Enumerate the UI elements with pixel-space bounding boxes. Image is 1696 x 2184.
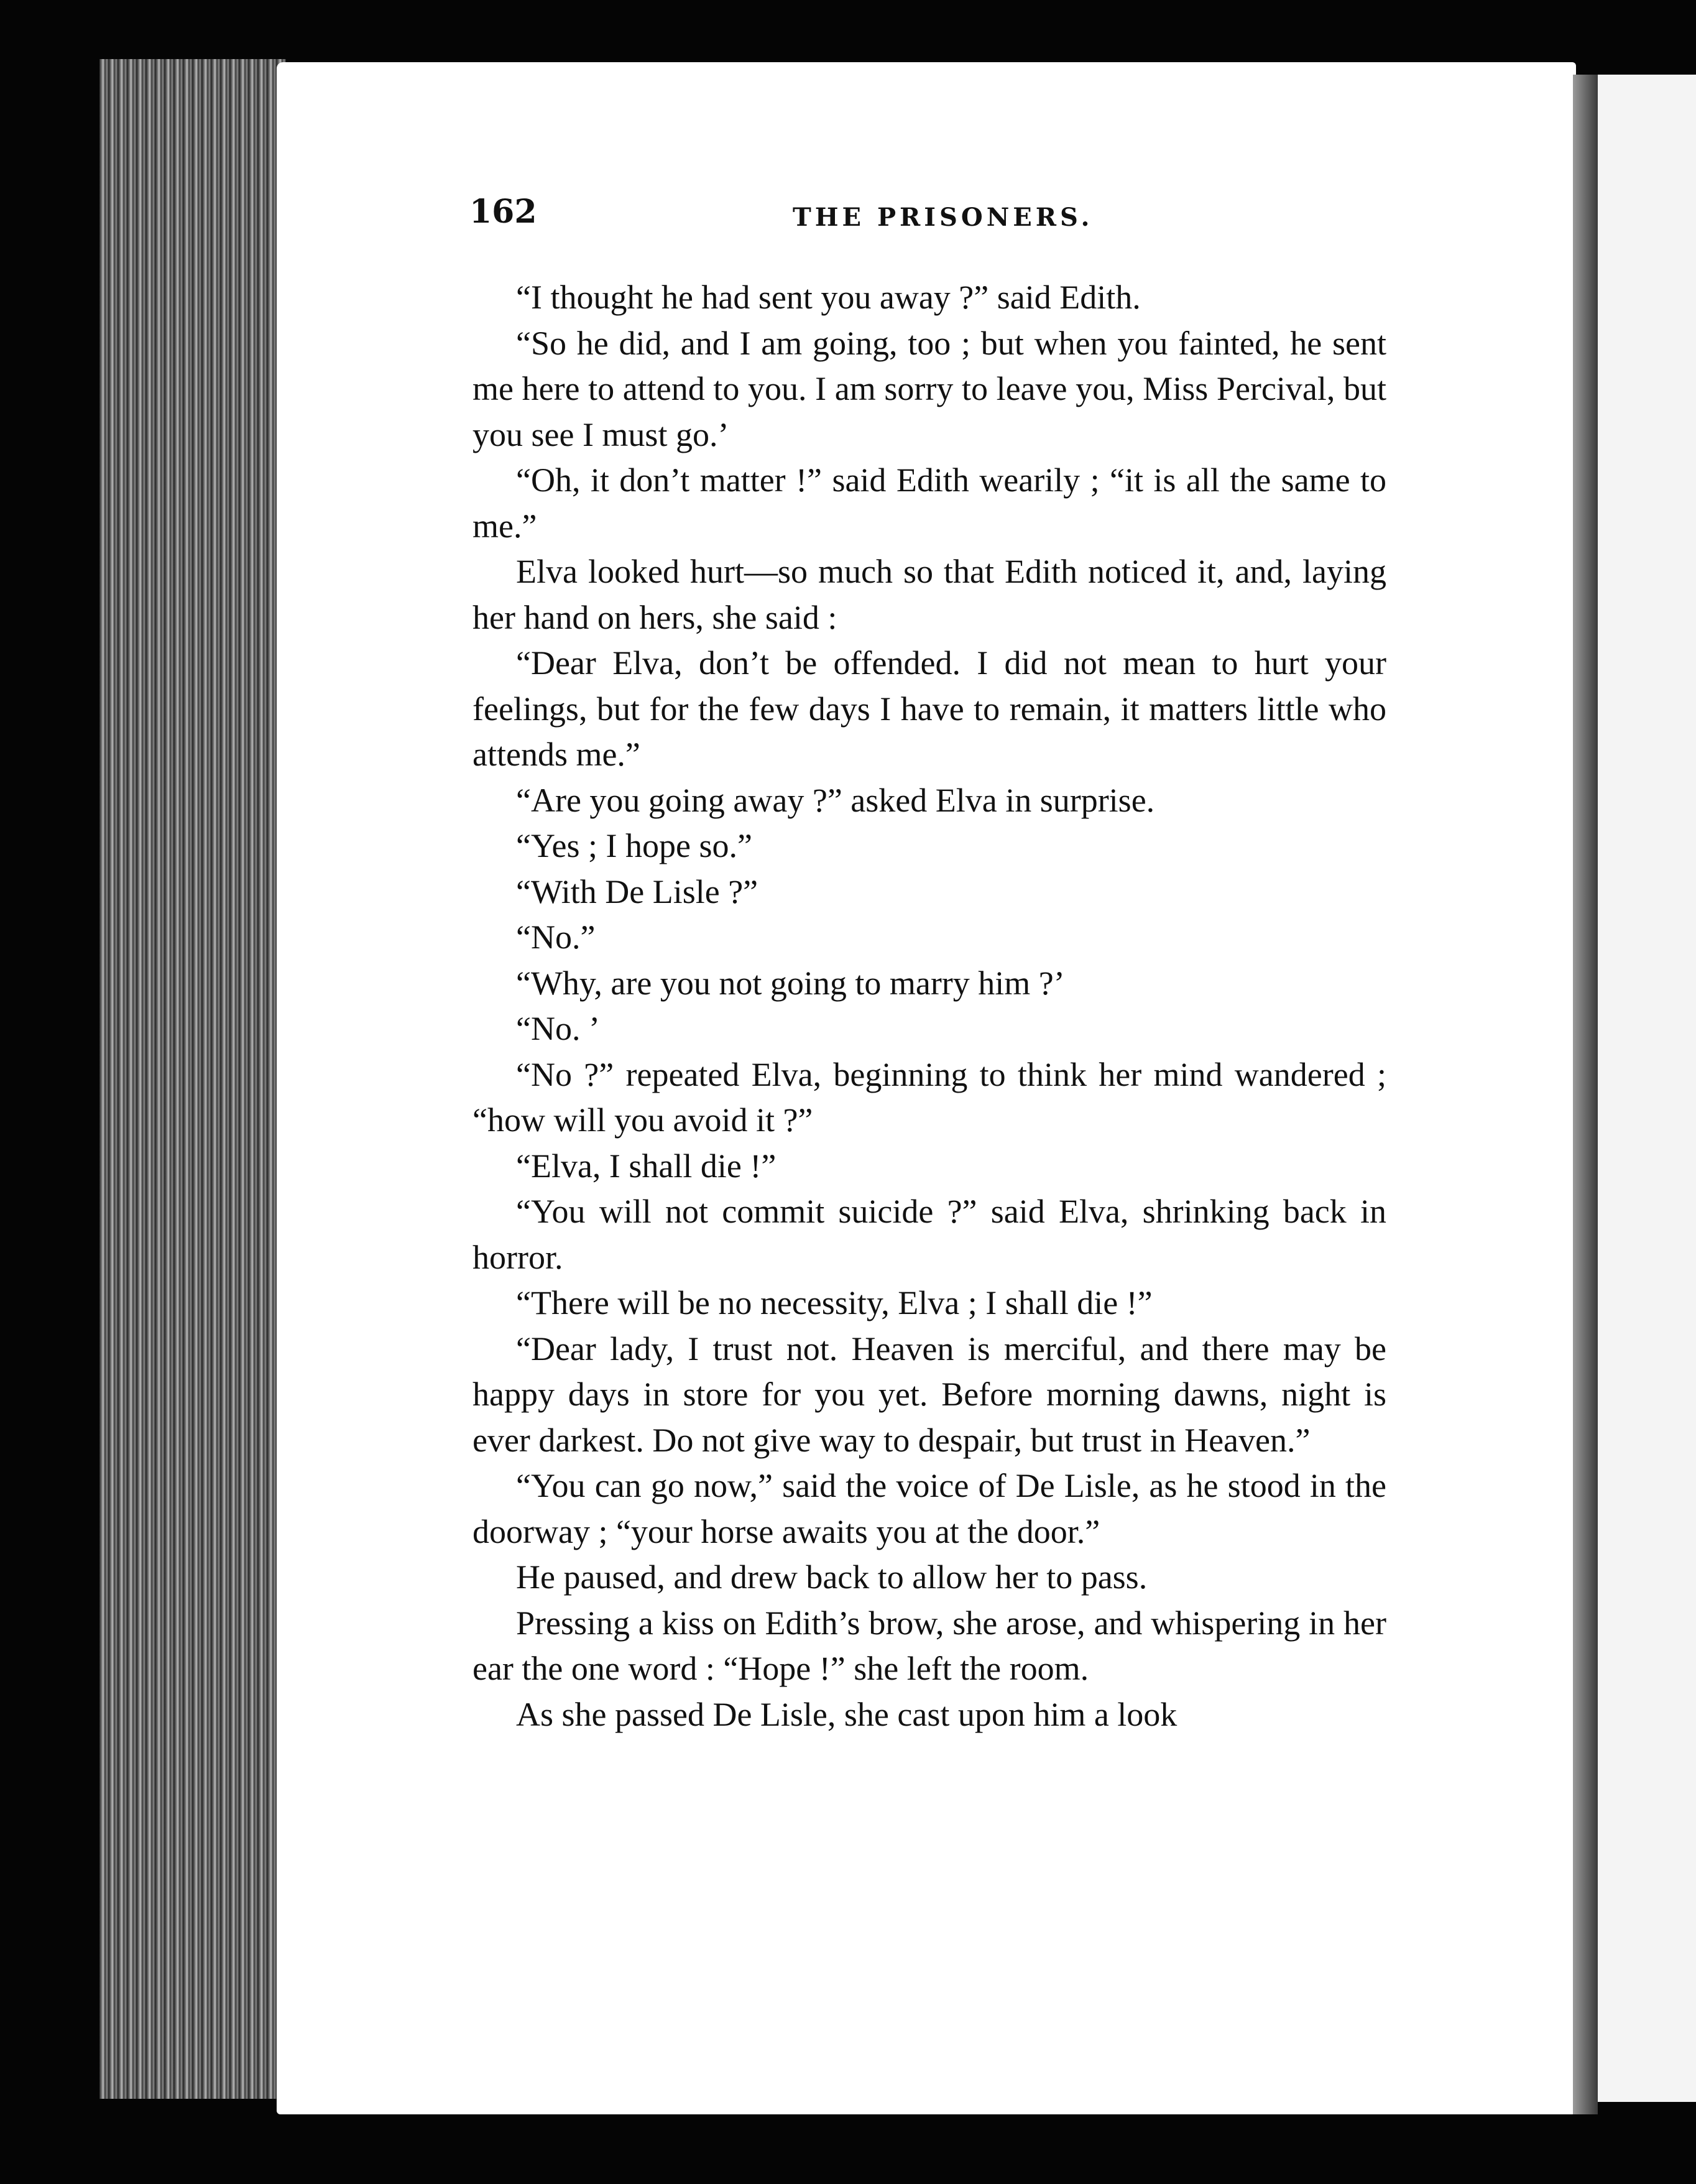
paragraph: “You will not commit suicide ?” said Elva, shrinking back in horror. (472, 1193, 1386, 1276)
paragraph: “Dear Elva, don’t be offended. I did not mean to hurt your feelings, but for the few days I have to remain, it matters little who attends me.” (472, 644, 1386, 773)
paragraph: Elva looked hurt—so much so that Edith noticed it, and, laying her hand on hers, she said : (472, 553, 1386, 636)
running-head (469, 193, 1390, 243)
paragraph: “I thought he had sent you away ?” said Edith. (516, 279, 1141, 316)
running-title: THE PRISONERS. (793, 203, 1094, 232)
facing-page-edge (1598, 75, 1696, 2102)
paragraph: “Oh, it don’t matter !” said Edith wearily ; “it is all the same to me.” (472, 461, 1386, 545)
book-page-edges (99, 59, 286, 2099)
paragraph: “No ?” repeated Elva, beginning to think her mind wandered ; “how will you avoid it ?” (472, 1055, 1386, 1139)
paragraph: “Elva, I shall die !” (516, 1147, 777, 1185)
paragraph: “With De Lisle ?” (516, 872, 758, 910)
paragraph: “No. ’ (516, 1010, 600, 1047)
paragraph: “You can go now,” said the voice of De Lisle, as he stood in the doorway ; “your horse awaits you at the door.” (472, 1467, 1386, 1550)
gutter-shadow (1573, 75, 1598, 2114)
page-number: 162 (469, 193, 537, 231)
paragraph: “No.” (516, 918, 596, 956)
paragraph: “Are you going away ?” asked Elva in surprise. (516, 781, 1155, 819)
paragraph: Pressing a kiss on Edith’s brow, she arose, and whispering in her ear the one word : “Hope !” she left the room. (472, 1604, 1386, 1687)
paragraph: “Yes ; I hope so.” (516, 827, 752, 864)
paragraph: He paused, and drew back to allow her to pass. (516, 1558, 1148, 1596)
paragraph: As she passed De Lisle, she cast upon him a look (516, 1695, 1178, 1733)
paragraph: “Dear lady, I trust not. Heaven is merciful, and there may be happy days in store for you yet. Before morning dawns, night is ever darkest. Do not give way to despair, but trust in Heaven.” (472, 1330, 1386, 1459)
paragraph: “There will be no necessity, Elva ; I shall die !” (516, 1284, 1153, 1321)
body-text (472, 275, 1386, 1737)
paragraph: “So he did, and I am going, too ; but when you fainted, he sent me here to attend to you. I am sorry to leave you, Miss Percival, but you see I must go.’ (472, 324, 1386, 453)
paragraph: “Why, are you not going to marry him ?’ (516, 964, 1065, 1002)
